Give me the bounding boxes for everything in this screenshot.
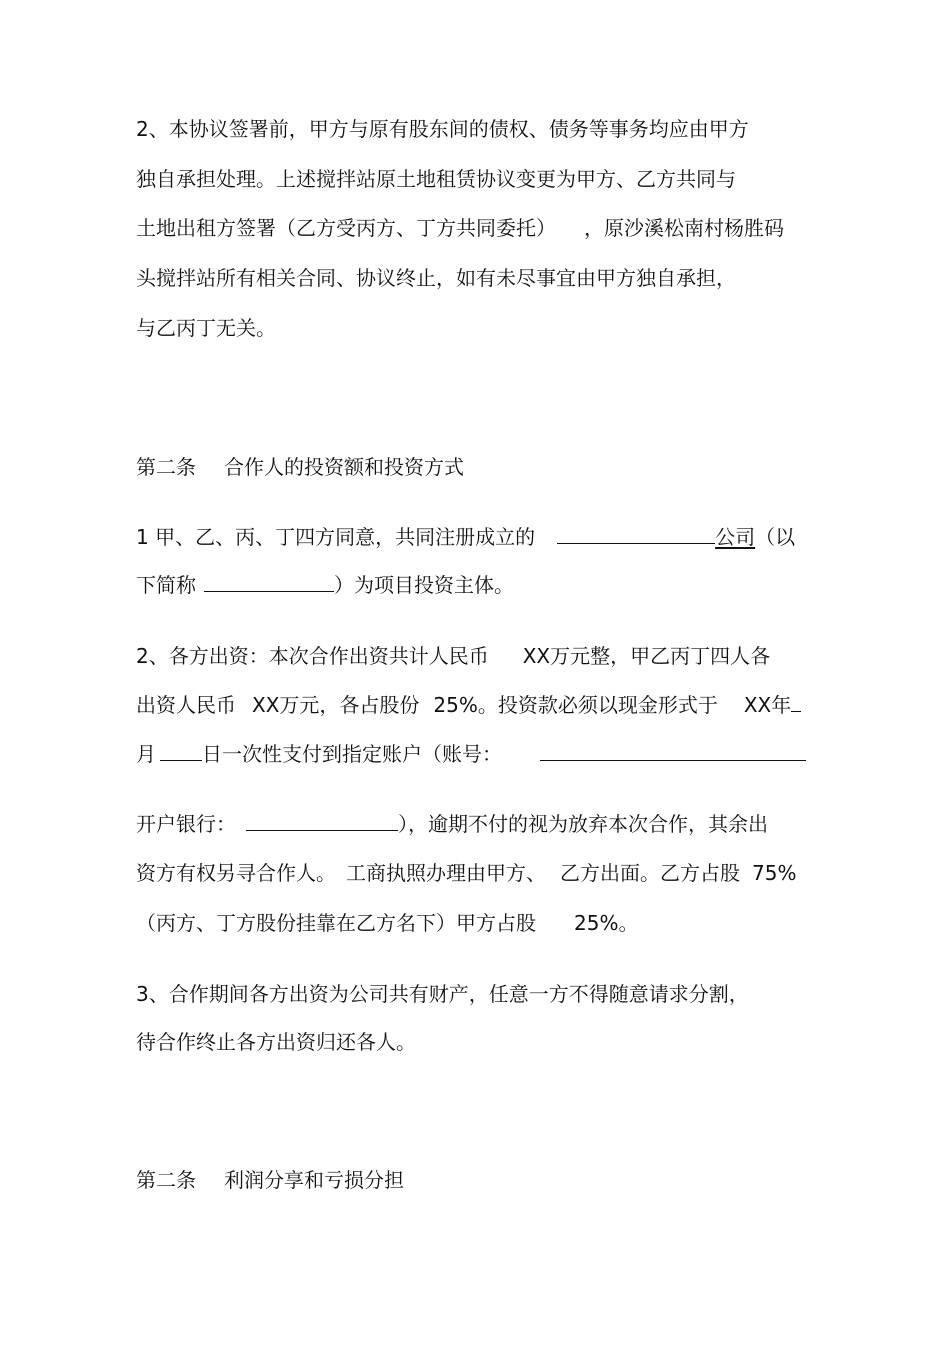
article-number: 第二条 (136, 455, 196, 479)
text-span: 75% (752, 861, 797, 885)
article-heading (136, 454, 464, 480)
text-span: 下简称 (136, 573, 196, 597)
paragraph-line (136, 811, 768, 837)
paragraph-line: 3、合作期间各方出资为公司共有财产，任意一方不得随意请求分割， (136, 982, 749, 1006)
text-span: 资方有权另寻合作人。 (136, 861, 336, 885)
paragraph-line (136, 860, 796, 886)
text-span: ）为项目投资主体。 (334, 573, 514, 597)
text-span: ），逾期不付的视为放弃本次合作，其余出 (398, 812, 768, 836)
article-heading (136, 1167, 404, 1193)
paragraph-line (136, 643, 770, 669)
text-span: （丙方、丁方股份挂靠在乙方名下）甲方占股 (136, 911, 536, 935)
day-blank (160, 742, 202, 761)
bank-name-blank (246, 812, 398, 831)
text-span: 出资人民币 (136, 693, 236, 717)
article-title: 利润分享和亏损分担 (224, 1168, 404, 1192)
text-span: 月 (136, 742, 156, 766)
short-name-blank (204, 573, 334, 592)
text-span: 25%。 (574, 911, 639, 935)
paragraph-line: 头搅拌站所有相关合同、协议终止，如有未尽事宜由甲方独自承担， (136, 266, 736, 290)
text-span: 工商执照办理由甲方、 (346, 861, 546, 885)
text-span: （以 (755, 525, 796, 549)
text-span: 开户银行： (136, 812, 236, 836)
article-number: 第二条 (136, 1168, 196, 1192)
paragraph-line (136, 692, 801, 718)
paragraph-line (136, 524, 795, 550)
paragraph-line: 2、本协议签署前，甲方与原有股东间的债权、债务等事务均应由甲方 (136, 117, 749, 141)
paragraph-line (136, 741, 806, 767)
text-span: 25%。投资款必须以现金形式于 (433, 693, 718, 717)
account-number-blank (540, 742, 806, 761)
paragraph-line (136, 572, 514, 598)
text-span: XX万元，各占股份 (252, 693, 420, 717)
company-name-blank (557, 525, 715, 544)
article-title: 合作人的投资额和投资方式 (224, 455, 464, 479)
text-span: 日一次性支付到指定账户（账号： (202, 742, 502, 766)
text-span: 土地出租方签署（乙方受丙方、丁方共同委托） (136, 216, 556, 240)
paragraph-line: 与乙丙丁无关。 (136, 316, 276, 340)
text-span: XX万元整，甲乙丙丁四人各 (522, 644, 771, 668)
text-span: XX年 (743, 693, 792, 717)
paragraph-line (136, 910, 638, 936)
text-span: 1 甲、乙、丙、丁四方同意，共同注册成立的 (136, 525, 536, 549)
paragraph-line: 待合作终止各方出资归还各人。 (136, 1030, 416, 1054)
company-label: 公司 (715, 525, 756, 549)
paragraph-line (136, 215, 784, 241)
text-span: 2、各方出资：本次合作出资共计人民币 (136, 644, 489, 668)
paragraph-line: 独自承担处理。上述搅拌站原土地租赁协议变更为甲方、乙方共同与 (136, 167, 736, 191)
text-span: 乙方出面。乙方占股 (560, 861, 740, 885)
date-blank (791, 693, 801, 712)
text-span: ，原沙溪松南村杨胜码 (584, 216, 784, 240)
